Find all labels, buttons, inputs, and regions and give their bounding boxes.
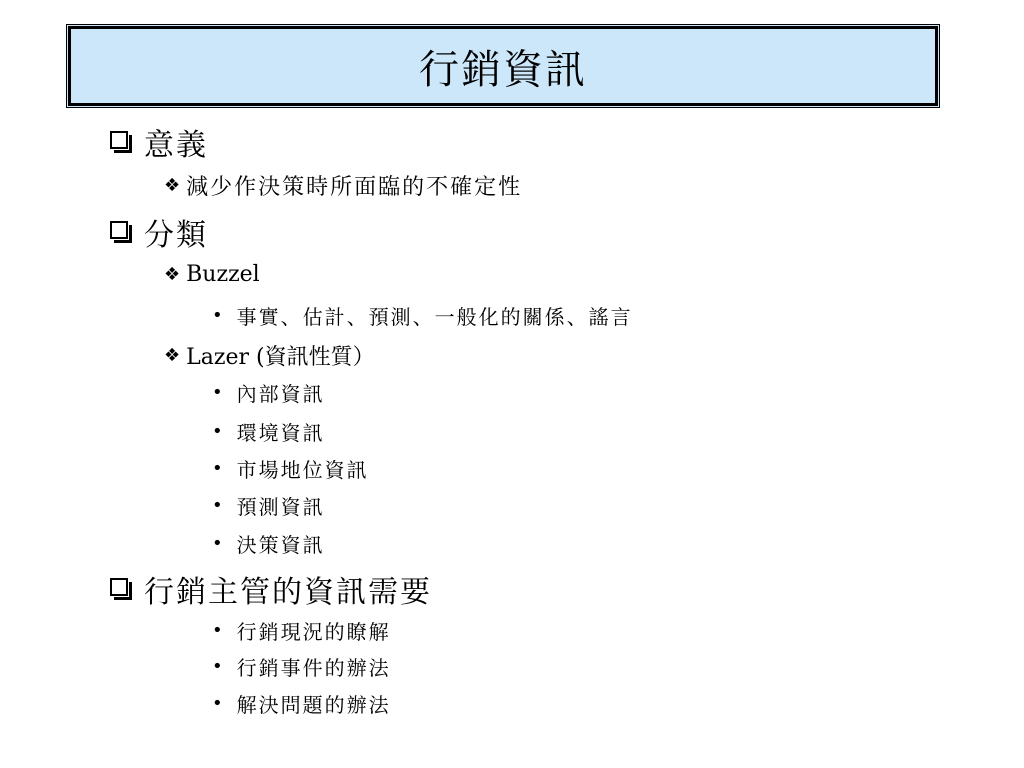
list-subitem-text: 行銷事件的辦法	[236, 655, 391, 680]
list-item-buzzel	[164, 259, 260, 289]
square-checkbox-icon	[110, 131, 132, 153]
section-heading-meaning	[110, 124, 208, 163]
bullet-dot-icon: •	[212, 304, 223, 326]
list-subitem-text: 行銷現況的瞭解	[236, 619, 391, 644]
square-checkbox-icon	[110, 578, 132, 600]
list-subitem-lazer-3	[212, 454, 369, 482]
section-heading-marketing-needs	[110, 571, 432, 610]
list-subitem-buzzel-1	[212, 301, 633, 329]
slide-title: 行銷資訊	[419, 46, 587, 93]
bullet-dot-icon: •	[212, 692, 223, 714]
diamond-four-icon: ❖	[164, 263, 181, 285]
list-subitem-needs-3	[212, 689, 391, 717]
list-subitem-text: 預測資訊	[236, 494, 325, 519]
bullet-dot-icon: •	[212, 457, 223, 479]
list-subitem-text: 事實、估計、預測、一般化的關係、謠言	[236, 304, 633, 329]
list-item-meaning-1	[164, 170, 522, 200]
list-subitem-needs-1	[212, 616, 391, 644]
section-heading-text: 意義	[144, 128, 208, 163]
list-subitem-text: 解決問題的辦法	[236, 692, 391, 717]
bullet-dot-icon: •	[212, 655, 223, 677]
bullet-dot-icon: •	[212, 532, 223, 554]
list-subitem-lazer-4	[212, 491, 325, 519]
list-subitem-text: 市場地位資訊	[236, 457, 369, 482]
bullet-dot-icon: •	[212, 494, 223, 516]
list-item-text: Lazer (資訊性質）	[186, 344, 375, 370]
title-banner	[66, 24, 940, 108]
list-subitem-text: 內部資訊	[236, 381, 325, 406]
list-subitem-lazer-1	[212, 378, 325, 406]
section-heading-text: 行銷主管的資訊需要	[144, 575, 432, 610]
bullet-dot-icon: •	[212, 619, 223, 641]
list-subitem-lazer-2	[212, 417, 325, 445]
list-item-lazer	[164, 340, 375, 370]
list-subitem-needs-2	[212, 652, 391, 680]
diamond-four-icon: ❖	[164, 174, 181, 196]
list-item-text: 減少作決策時所面臨的不確定性	[186, 174, 523, 200]
list-subitem-lazer-5	[212, 529, 325, 557]
list-item-text: Buzzel	[186, 261, 260, 287]
bullet-dot-icon: •	[212, 381, 223, 403]
list-subitem-text: 環境資訊	[236, 420, 325, 445]
section-heading-classification	[110, 214, 208, 253]
diamond-four-icon: ❖	[164, 344, 181, 366]
square-checkbox-icon	[110, 221, 132, 243]
section-heading-text: 分類	[144, 218, 208, 253]
list-subitem-text: 決策資訊	[236, 532, 325, 557]
bullet-dot-icon: •	[212, 420, 223, 442]
